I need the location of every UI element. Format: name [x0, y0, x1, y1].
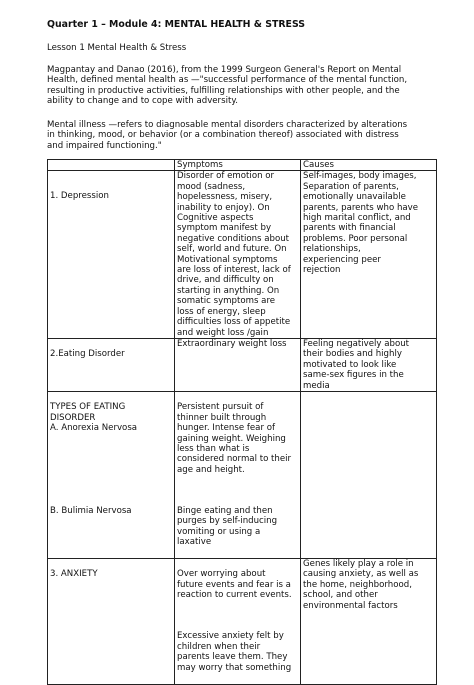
eating-types-heading: TYPES OF EATING DISORDER A. Anorexia Nervosa: [50, 402, 138, 434]
table-row: [48, 338, 437, 391]
header-symptoms: Symptoms: [175, 160, 301, 171]
anxiety-symptoms-b: Excessive anxiety felt by children when their parents leave them. They may worry that something: [177, 631, 292, 673]
mental-health-definition: Magpantay and Danao (2016), from the 1999 Surgeon General's Report on Mental Health, defined mental health as —"successful performance of the mental function, resulting in productive activities, fulfilling relationships with other people, and the ability to change and to cope with adversity.: [47, 65, 408, 107]
disorder-name: 3. ANXIETY: [48, 559, 175, 684]
bulimia-symptoms: Binge eating and then purges by self-inducing vomiting or using a laxative: [177, 506, 278, 548]
lesson-heading: Lesson 1 Mental Health & Stress: [47, 43, 187, 53]
eating-types-causes: [301, 391, 437, 558]
disorder-name: 1. Depression: [48, 171, 175, 339]
disorder-name: 2.Eating Disorder: [48, 338, 175, 391]
table-header-row: [48, 160, 437, 171]
table-row: [48, 559, 437, 684]
disorders-table: [47, 159, 437, 685]
depression-causes: Self-images, body images, Separation of parents, emotionally unavailable parents, parents who have high marital conflict, and parents with financial problems. Poor personal relationships, experiencing peer rejection: [301, 171, 437, 339]
header-causes: Causes: [301, 160, 437, 171]
mental-illness-definition: Mental illness —refers to diagnosable mental disorders characterized by alterations in thinking, mood, or behavior (or a combination thereof) associated with distress and impaired functioning.": [47, 120, 408, 151]
anxiety-symptoms-a: Over worrying about future events and fear is a reaction to current events.: [177, 569, 292, 601]
table-row: [48, 391, 437, 558]
depression-symptoms: Disorder of emotion or mood (sadness, hopelessness, misery, inability to enjoy). On Cognitive aspects symptom manifest by negative conditions about self, world and future. On Motivational symptoms are loss of interest, lack of drive, and difficulty on starting in anything. On somatic symptoms are loss of energy, sleep difficulties loss of appetite and weight loss /gain: [175, 171, 301, 339]
anxiety-symptoms: [175, 559, 301, 684]
module-title: Quarter 1 – Module 4: MENTAL HEALTH & STRESS: [47, 19, 306, 30]
eating-causes: Feeling negatively about their bodies and highly motivated to look like same-sex figures in the media: [301, 338, 437, 391]
header-blank: [48, 160, 175, 171]
bulimia-label: B. Bulimia Nervosa: [50, 505, 132, 516]
eating-types-cell: [48, 391, 175, 558]
anorexia-symptoms: Persistent pursuit of thinner built through hunger. Intense fear of gaining weight. Weighing less than what is considered normal to their age and height.: [177, 402, 292, 475]
anxiety-causes: Genes likely play a role in causing anxiety, as well as the home, neighborhood, school, and other environmental factors: [301, 559, 437, 684]
eating-symptoms: Extraordinary weight loss: [175, 338, 301, 391]
eating-types-symptoms: [175, 391, 301, 558]
table-row: [48, 171, 437, 339]
